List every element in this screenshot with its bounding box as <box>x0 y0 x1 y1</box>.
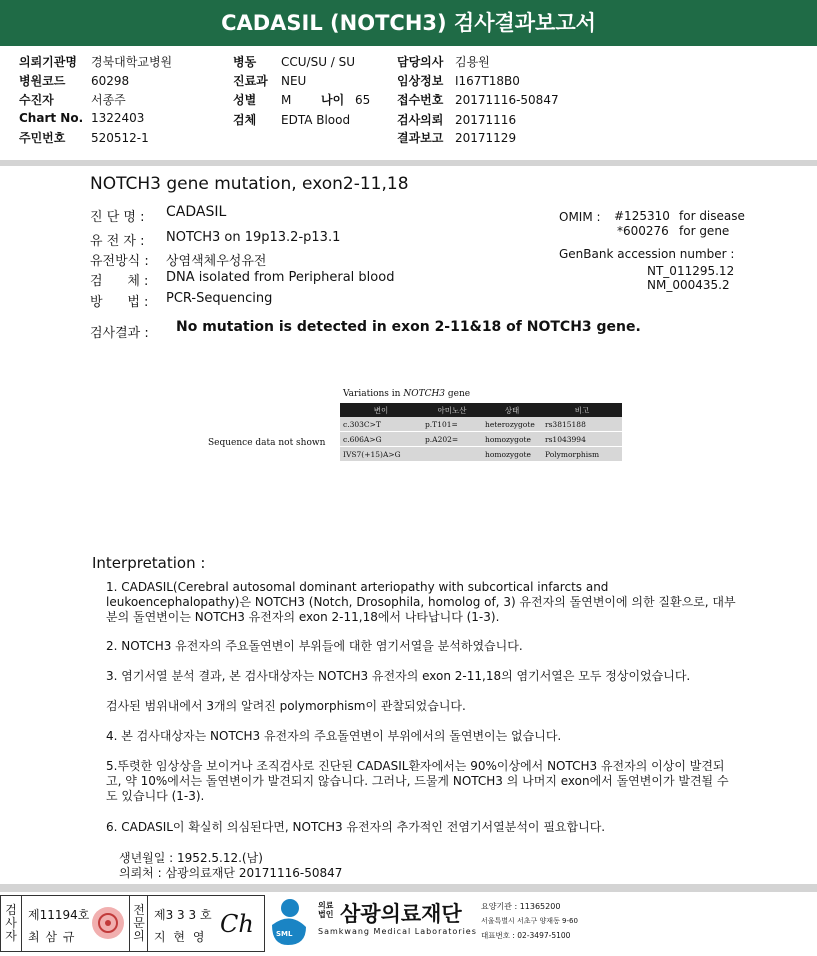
sml-logo-icon <box>266 897 310 947</box>
table-row: c.303C>T p.T101= heterozygote rs3815188 <box>340 417 622 432</box>
interpretation-para-5: 5.뚜렷한 임상상을 보이거나 조직검사로 진단된 CADASIL환자에서는 90%이상에서 NOTCH3 유전자의 이상이 발견되고, 약 10%에서는 돌연변이가 발견되지 않습니다. 그러나, 드물게 NOTCH3 의 나머지 exon에서 돌연변이가 발견될 수도 있습니다 (1-3). <box>106 759 729 803</box>
specialist-license: 제3 3 3 호 <box>154 908 212 922</box>
test-title: NOTCH3 gene mutation, exon2-11,18 <box>90 174 409 194</box>
contact-phone: 대표번호 : 02-3497-5100 <box>481 931 571 940</box>
variations-title: Variations in NOTCH3 gene <box>343 389 471 399</box>
meta-doctor: 담당의사 김용원 <box>397 55 490 69</box>
meta-patient: 수진자 서종주 <box>19 93 126 107</box>
section-divider <box>0 160 817 166</box>
examiner-name: 최 삼 규 <box>28 930 76 944</box>
logo-name: 삼광의료재단 <box>340 902 462 926</box>
interpretation-para-4: 4. 본 검사대상자는 NOTCH3 유전자의 주요돌연변이 부위에서의 돌연변이는 없습니다. <box>106 729 562 743</box>
inheritance-value: 상염색체우성유전 <box>166 254 267 269</box>
contact-address: 서울특별시 서초구 양재동 9-60 <box>481 917 578 925</box>
logo-small-text: 의료 법인 <box>318 901 334 919</box>
report-title: CADASIL (NOTCH3) 검사결과보고서 <box>221 11 596 35</box>
footer <box>0 895 817 956</box>
variations-table <box>340 403 622 462</box>
interpretation-heading: Interpretation : <box>92 554 206 572</box>
meta-id-number: 주민번호 520512-1 <box>19 131 149 145</box>
table-header-row <box>340 403 622 417</box>
omim-disease-note: for disease <box>679 209 745 223</box>
method-label: 방 법 : <box>90 295 149 310</box>
meta-clinical-info: 임상정보 I167T18B0 <box>397 74 520 88</box>
table-row: c.606A>G p.A202= homozygote rs1043994 <box>340 432 622 447</box>
specialist-label: 전문의 <box>133 903 145 943</box>
box-divider <box>129 896 130 951</box>
specimen-value: DNA isolated from Peripheral blood <box>166 270 395 285</box>
interpretation-para-3b: 검사된 범위내에서 3개의 알려진 polymorphism이 관찰되었습니다. <box>106 699 466 713</box>
method-value: PCR-Sequencing <box>166 291 273 306</box>
header-amino-acid: 아미노산 <box>422 403 482 417</box>
omim-disease-id: #125310 <box>614 209 670 223</box>
box-divider <box>147 896 148 951</box>
genbank-id-2: NM_000435.2 <box>647 278 730 292</box>
diagnosis-value: CADASIL <box>166 204 227 220</box>
meta-accession-no: 접수번호 20171116-50847 <box>397 93 559 107</box>
genbank-id-1: NT_011295.12 <box>647 264 735 278</box>
meta-chart-no: Chart No. 1322403 <box>19 111 145 125</box>
examiner-license: 제11194호 <box>28 908 90 922</box>
header-note: 비고 <box>542 403 622 417</box>
signature-box <box>0 895 265 952</box>
diagnosis-label: 진 단 명 : <box>90 210 145 225</box>
examiner-label: 검사자 <box>5 903 17 943</box>
contact-code: 요양기관 : 11365200 <box>481 902 561 911</box>
footer-divider <box>0 884 817 892</box>
interpretation-para-1: 1. CADASIL(Cerebral autosomal dominant arteriopathy with subcortical infarcts and leukoencephalopathy)은 NOTCH3 (Notch, Drosophila, homolog of, 3) 유전자의 돌연변이에 의한 질환으로, 대부분의 돌연변이는 NOTCH3 유전자의 exon 2-11,18에서 나타납니다 (1-3). <box>106 580 736 624</box>
omim-gene-id: *600276 <box>617 224 669 238</box>
meta-department: 진료과 NEU <box>233 74 307 88</box>
omim-gene-note: for gene <box>679 224 730 238</box>
interpretation-para-2: 2. NOTCH3 유전자의 주요돌연변이 부위들에 대한 염기서열을 분석하였습니다. <box>106 639 523 653</box>
inheritance-label: 유전방식 : <box>90 254 149 269</box>
requester: 의뢰처 : 삼광의료재단 20171116-50847 <box>119 866 343 880</box>
gene-label: 유 전 자 : <box>90 234 145 249</box>
interpretation-para-6: 6. CADASIL이 확실히 의심된다면, NOTCH3 유전자의 추가적인 전염기서열분석이 필요합니다. <box>106 820 606 834</box>
header-variant: 변이 <box>340 403 422 417</box>
specimen-label: 검 체 : <box>90 274 149 289</box>
interpretation-para-3: 3. 염기서열 분석 결과, 본 검사대상자는 NOTCH3 유전자의 exon 2-11,18의 염기서열은 모두 정상이었습니다. <box>106 669 691 683</box>
result-label: 검사결과 : <box>90 326 149 341</box>
sequence-note: Sequence data not shown <box>208 438 326 448</box>
meta-hospital-code: 병원코드 60298 <box>19 74 130 88</box>
logo-badge: SML <box>276 930 293 938</box>
signature: Ch <box>220 910 254 938</box>
result-text: No mutation is detected in exon 2-11&18 of NOTCH3 gene. <box>176 319 641 335</box>
specialist-name: 지 현 영 <box>154 930 207 944</box>
meta-report-date: 결과보고 20171129 <box>397 131 517 145</box>
meta-specimen: 검체 EDTA Blood <box>233 113 351 127</box>
meta-sex: 성별 M 나이 65 <box>233 93 371 107</box>
gene-value: NOTCH3 on 19p13.2-p13.1 <box>166 230 341 245</box>
box-divider <box>21 896 22 951</box>
meta-request-date: 검사의뢰 20171116 <box>397 113 517 127</box>
header-status: 상태 <box>482 403 542 417</box>
logo-english: Samkwang Medical Laboratories <box>318 927 477 936</box>
meta-hospital-name: 의뢰기관명 경북대학교병원 <box>19 55 173 69</box>
birth-date: 생년월일 : 1952.5.12.(남) <box>119 851 263 865</box>
genbank-label: GenBank accession number : <box>559 247 735 261</box>
table-row: IVS7(+15)A>G homozygote Polymorphism <box>340 447 622 462</box>
seal-icon <box>91 906 125 940</box>
meta-ward: 병동 CCU/SU / SU <box>233 55 356 69</box>
omim-label: OMIM : <box>559 210 601 224</box>
